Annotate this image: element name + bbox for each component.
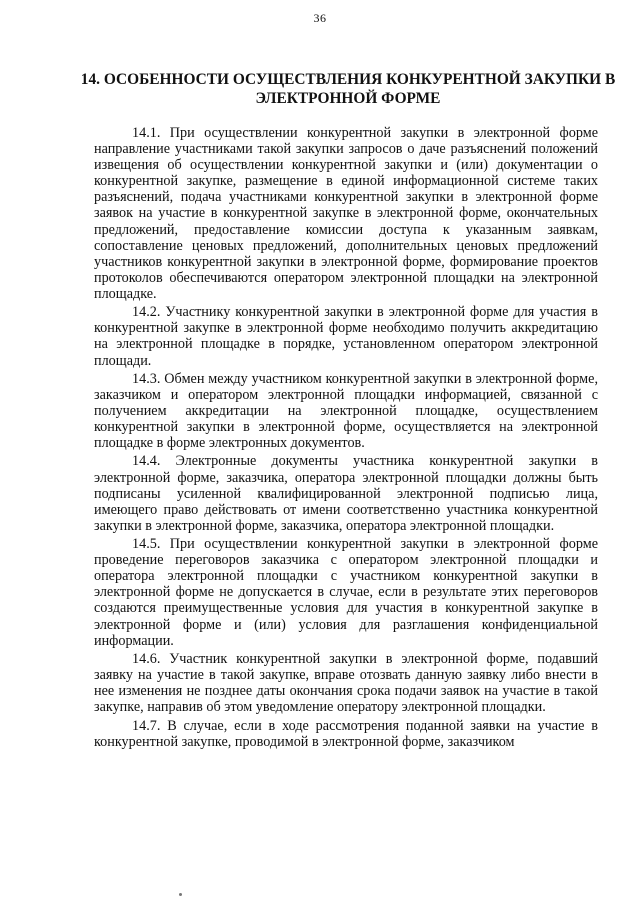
paragraph-14-2: 14.2. Участнику конкурентной закупки в электронной форме для участия в конкурентной закупке в электронной форме необходимо получить аккредитацию на электронной площадке в порядке, установленном оператором электронной площади.: [94, 304, 598, 369]
paragraph-14-1: 14.1. При осуществлении конкурентной закупки в электронной форме направление участниками такой закупки запросов о даче разъяснений положений извещения об осуществлении конкурентной закупки и (или) документации о конкурентной закупке, размещение в единой информационной системе таких разъяснений, подача участниками конкурентной закупки в электронной форме заявок на участие в конкурентной закупке в электронной форме, окончательных предложений, предоставление комиссии доступа к указанным заявкам, сопоставление ценовых предложений, дополнительных ценовых предложений участников конкурентной закупки в электронной форме, формирование проектов протоколов обеспечиваются оператором электронной площадки на электронной площадке.: [94, 125, 598, 302]
paragraph-14-5: 14.5. При осуществлении конкурентной закупки в электронной форме проведение переговоров заказчика с оператором электронной площадки и оператора электронной площадки с участником конкурентной закупки в электронной форме не допускается в случае, если в результате этих переговоров создаются преимущественные условия для участия в конкурентной закупке в электронной форме и (или) условия для разглашения конфиденциальной информации.: [94, 536, 598, 649]
paragraph-14-4: 14.4. Электронные документы участника конкурентной закупки в электронной форме, заказчика, оператора электронной площадки должны быть подписаны усиленной квалифицированной электронной подписью лица, имеющего право действовать от имени соответственно участника конкурентной закупки в электронной форме, заказчика, оператора электронной площадки.: [94, 453, 598, 534]
section-body: [94, 125, 598, 752]
paragraph-14-7: 14.7. В случае, если в ходе рассмотрения поданной заявки на участие в конкурентной закупке, проводимой в электронной форме, заказчиком: [94, 717, 598, 750]
section-heading: 14. ОСОБЕННОСТИ ОСУЩЕСТВЛЕНИЯ КОНКУРЕНТНОЙ ЗАКУПКИ В ЭЛЕКТРОННОЙ ФОРМЕ: [80, 71, 616, 107]
scan-speck: [179, 893, 182, 896]
paragraph-14-6: 14.6. Участник конкурентной закупки в электронной форме, подавший заявку на участие в такой закупке, вправе отозвать данную заявку либо внести в нее изменения не позднее даты окончания срока подачи заявок на участие в такой закупке, направив об этом уведомление оператору электронной площадки.: [94, 650, 598, 716]
paragraph-14-3: 14.3. Обмен между участником конкурентной закупки в электронной форме, заказчиком и оператором электронной площадки информацией, связанной с получением аккредитации на электронной площадке, осуществлением конкурентной закупки в электронной форме, осуществляется на электронной площадке в форме электронных документов.: [94, 370, 598, 452]
page-number: 36: [313, 11, 327, 25]
